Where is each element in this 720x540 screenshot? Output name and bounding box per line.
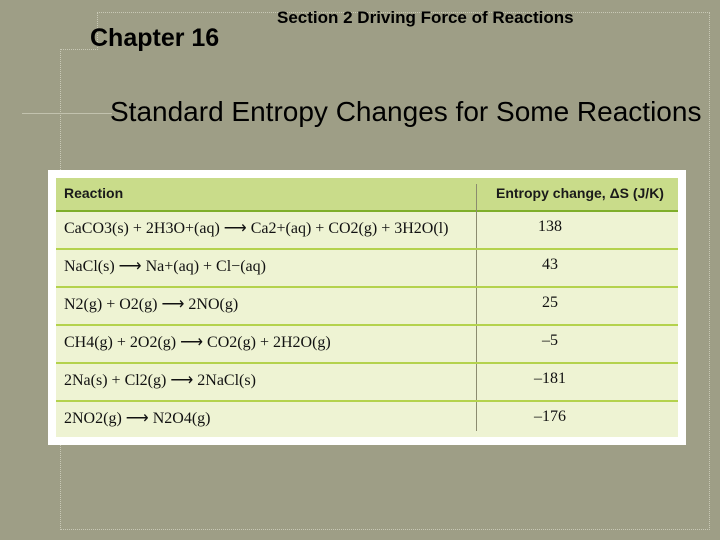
table-row [56,364,678,402]
chapter-label: Chapter 16 [90,24,220,52]
slide-title: Standard Entropy Changes for Some Reactions [110,96,702,127]
entropy-value-cell: –5 [542,332,558,349]
table-header [56,178,678,212]
reaction-cell: N2(g) + O2(g) ⟶ 2NO(g) [64,296,239,313]
entropy-value-cell: –176 [534,408,566,425]
table-row [56,326,678,364]
entropy-table [48,170,686,445]
table-row [56,212,678,250]
entropy-value-cell: 25 [542,294,558,311]
entropy-value-cell: –181 [534,370,566,387]
reaction-cell: 2Na(s) + Cl2(g) ⟶ 2NaCl(s) [64,372,256,389]
section-label: Section 2 Driving Force of Reactions [277,8,574,27]
reaction-cell: 2NO2(g) ⟶ N2O4(g) [64,410,211,427]
reaction-cell: CH4(g) + 2O2(g) ⟶ CO2(g) + 2H2O(g) [64,334,331,351]
reaction-cell: NaCl(s) ⟶ Na+(aq) + Cl−(aq) [64,258,266,275]
entropy-value-cell: 43 [542,256,558,273]
table-row [56,288,678,326]
column-header-entropy: Entropy change, ΔS (J/K) [496,185,664,201]
table-body [56,178,678,437]
title-rule [22,113,112,114]
column-header-reaction: Reaction [64,185,124,201]
table-row [56,402,678,438]
entropy-value-cell: 138 [538,218,562,235]
table-row [56,250,678,288]
reaction-cell: CaCO3(s) + 2H3O+(aq) ⟶ Ca2+(aq) + CO2(g) + 3H2O(l) [64,220,449,237]
